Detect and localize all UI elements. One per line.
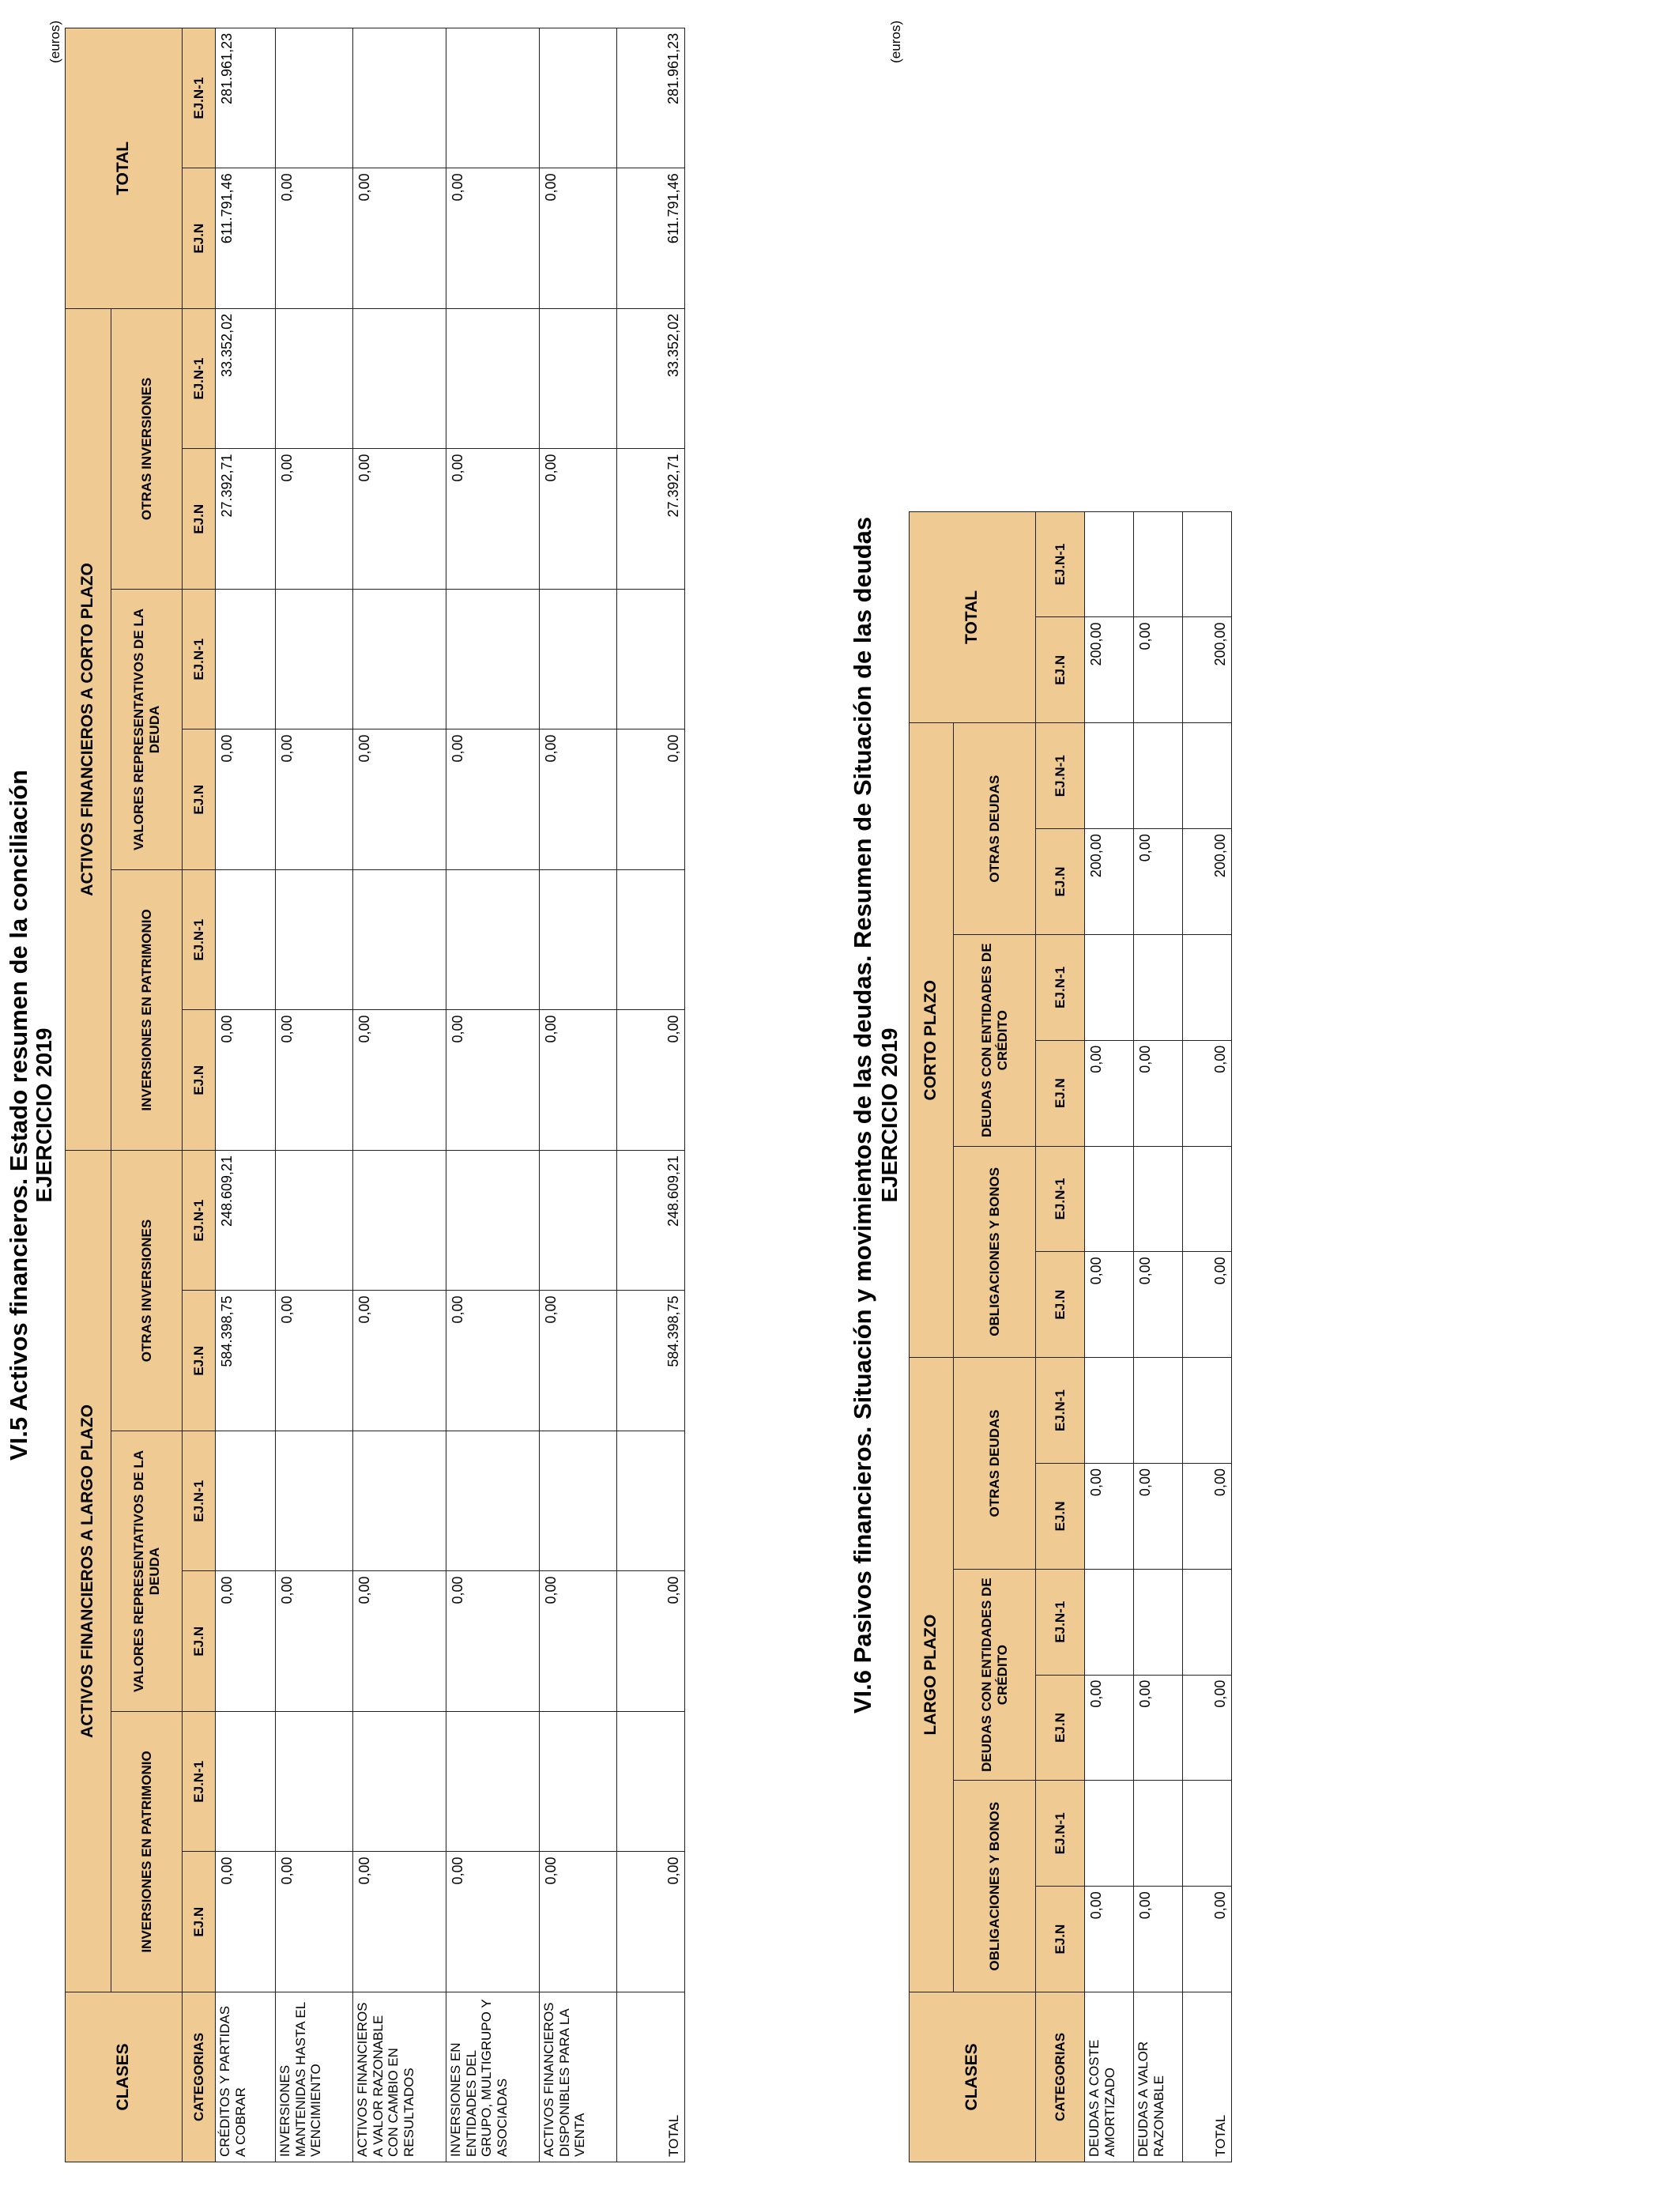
value-cell [1134,1781,1183,1887]
liabilities-table-body [1085,511,1232,2162]
table-row [353,28,446,2162]
value-cell [1183,1358,1232,1464]
ej-n-header: EJ.N [183,449,216,590]
value-cell: 0,00 [353,449,446,590]
ej-n1-header: EJ.N-1 [1036,1569,1085,1675]
value-cell [446,308,540,449]
value-cell: 0,00 [540,729,617,870]
table-row [1183,511,1232,2162]
value-cell [1085,934,1134,1040]
value-cell: 0,00 [353,1291,446,1431]
value-cell [446,1431,540,1572]
ej-n-header: EJ.N [1036,1675,1085,1781]
value-cell: 0,00 [1134,1252,1183,1358]
assets-table [65,28,685,2162]
ej-n-header: EJ.N [183,729,216,870]
value-cell: 0,00 [1085,1040,1134,1146]
liabilities-subtitle: EJERCICIO 2019 [877,1027,902,1203]
group-header: OBLIGACIONES Y BONOS [954,1781,1036,1992]
row-label: ACTIVOS FINANCIEROS DISPONIBLES PARA LA VENTA [540,1992,617,2162]
group-header: DEUDAS CON ENTIDADES DE CRÉDITO [954,1569,1036,1781]
value-cell: 0,00 [540,168,617,309]
group-header: DEUDAS CON ENTIDADES DE CRÉDITO [954,934,1036,1146]
value-cell [617,1712,685,1853]
ej-n-header: EJ.N [1036,1887,1085,1992]
ej-n1-header: EJ.N-1 [1036,934,1085,1040]
group-header: OBLIGACIONES Y BONOS [954,1146,1036,1358]
value-cell: 0,00 [1183,1464,1232,1570]
value-cell [446,589,540,729]
value-cell [540,308,617,449]
ej-n-header: EJ.N [183,168,216,309]
row-label: INVERSIONES EN ENTIDADES DEL GRUPO, MULTIGRUPO Y ASOCIADAS [446,1992,540,2162]
liabilities-title: VI.6 Pasivos financieros. Situación y movimientos de las deudas. Resumen de Situación de las deudas [849,516,876,1714]
value-cell [353,1150,446,1291]
value-cell: 0,00 [276,1571,353,1712]
categorias-header: CATEGORIAS [1036,1992,1085,2162]
ej-n-header: EJ.N [183,1852,216,1992]
clases-header: CLASES [66,1992,183,2162]
value-cell: 0,00 [1183,1040,1232,1146]
ej-n1-header: EJ.N-1 [183,589,216,729]
group-header: VALORES REPRESENTATIVOS DE LA DEUDA [111,1431,183,1712]
value-cell: 281.961,23 [216,28,276,168]
value-cell [617,1431,685,1572]
value-cell [540,1150,617,1291]
value-cell [276,1150,353,1291]
value-cell: 0,00 [540,1291,617,1431]
value-cell [216,589,276,729]
value-cell [353,1712,446,1853]
ej-n1-header: EJ.N-1 [183,1712,216,1853]
clases-header: CLASES [910,1992,1036,2162]
group-header: VALORES REPRESENTATIVOS DE LA DEUDA [111,589,183,869]
value-cell [1085,1146,1134,1252]
value-cell: 0,00 [353,729,446,870]
assets-table-body [216,28,685,2162]
value-cell: 0,00 [1085,1252,1134,1358]
value-cell [540,28,617,168]
categorias-header: CATEGORIAS [183,1992,216,2162]
ej-n1-header: EJ.N-1 [183,1150,216,1291]
ej-n1-header: EJ.N-1 [1036,1781,1085,1887]
value-cell [446,1150,540,1291]
value-cell [276,589,353,729]
value-cell: 0,00 [1183,1252,1232,1358]
value-cell: 0,00 [617,1010,685,1151]
value-cell [540,869,617,1010]
value-cell [1134,934,1183,1040]
value-cell: 0,00 [276,729,353,870]
value-cell: 0,00 [446,449,540,590]
corto-plazo-header: CORTO PLAZO [910,723,954,1358]
value-cell [1183,511,1232,617]
value-cell: 0,00 [216,1010,276,1151]
value-cell [276,28,353,168]
row-label: TOTAL [1183,1992,1232,2162]
value-cell [353,308,446,449]
value-cell: 27.392,71 [617,449,685,590]
assets-title: VI.5 Activos financieros. Estado resumen de la conciliación [5,769,32,1461]
value-cell [216,869,276,1010]
row-label: INVERSIONES MANTENIDAS HASTA EL VENCIMIENTO [276,1992,353,2162]
ej-n1-header: EJ.N-1 [183,28,216,168]
value-cell: 248.609,21 [216,1150,276,1291]
group-header: OTRAS INVERSIONES [111,308,183,589]
assets-units: (euros) [47,21,62,63]
value-cell [276,1712,353,1853]
value-cell: 0,00 [276,1010,353,1151]
value-cell [446,1712,540,1853]
value-cell: 584.398,75 [617,1291,685,1431]
value-cell: 248.609,21 [617,1150,685,1291]
table-row [1134,511,1183,2162]
largo-plazo-header: ACTIVOS FINANCIEROS A LARGO PLAZO [66,1150,111,1992]
value-cell: 0,00 [276,1291,353,1431]
value-cell: 0,00 [1085,1675,1134,1781]
value-cell [446,28,540,168]
value-cell: 0,00 [353,1571,446,1712]
value-cell [1183,934,1232,1040]
table-row [1085,511,1134,2162]
value-cell: 0,00 [353,1010,446,1151]
value-cell: 33.352,02 [216,308,276,449]
value-cell [1183,1146,1232,1252]
ej-n1-header: EJ.N-1 [1036,723,1085,829]
total-header: TOTAL [910,511,1036,723]
group-header: OTRAS INVERSIONES [111,1150,183,1431]
group-header: OTRAS DEUDAS [954,723,1036,935]
row-label: ACTIVOS FINANCIEROS A VALOR RAZONABLE CON CAMBIO EN RESULTADOS [353,1992,446,2162]
value-cell: 0,00 [446,1571,540,1712]
value-cell [1134,723,1183,829]
value-cell [1134,1358,1183,1464]
value-cell [1085,511,1134,617]
value-cell: 0,00 [353,168,446,309]
value-cell: 0,00 [1134,829,1183,935]
ej-n-header: EJ.N [1036,1464,1085,1570]
liabilities-units: (euros) [888,21,903,63]
row-label: DEUDAS A COSTE AMORTIZADO [1085,1992,1134,2162]
value-cell: 611.791,46 [617,168,685,309]
ej-n-header: EJ.N [1036,1040,1085,1146]
assets-subtitle: EJERCICIO 2019 [32,1027,56,1203]
value-cell: 200,00 [1183,829,1232,935]
ej-n-header: EJ.N [1036,829,1085,935]
ej-n1-header: EJ.N-1 [183,308,216,449]
value-cell: 584.398,75 [216,1291,276,1431]
value-cell: 0,00 [276,449,353,590]
value-cell [353,589,446,729]
value-cell [216,1431,276,1572]
table-row [617,28,685,2162]
value-cell [1134,1569,1183,1675]
row-label: CRÉDITOS Y PARTIDAS A COBRAR [216,1992,276,2162]
value-cell [540,589,617,729]
value-cell: 0,00 [276,168,353,309]
value-cell [540,1431,617,1572]
group-header: INVERSIONES EN PATRIMONIO [111,869,183,1150]
row-label: TOTAL [617,1992,685,2162]
value-cell [353,869,446,1010]
ej-n-header: EJ.N [183,1010,216,1151]
value-cell: 0,00 [446,1291,540,1431]
value-cell [353,1431,446,1572]
value-cell: 0,00 [1134,1464,1183,1570]
row-label: DEUDAS A VALOR RAZONABLE [1134,1992,1183,2162]
value-cell: 0,00 [1134,1675,1183,1781]
value-cell [1085,1569,1134,1675]
total-header: TOTAL [66,28,183,308]
value-cell [617,589,685,729]
value-cell: 0,00 [446,729,540,870]
value-cell: 0,00 [1134,1887,1183,1992]
value-cell [216,1712,276,1853]
value-cell [617,869,685,1010]
value-cell: 0,00 [540,1852,617,1992]
table-row [216,28,276,2162]
value-cell [1134,1146,1183,1252]
table-row [276,28,353,2162]
value-cell [353,28,446,168]
value-cell: 200,00 [1183,617,1232,723]
value-cell [1183,723,1232,829]
ej-n1-header: EJ.N-1 [183,1431,216,1572]
ej-n1-header: EJ.N-1 [1036,1146,1085,1252]
corto-plazo-header: ACTIVOS FINANCIEROS A CORTO PLAZO [66,308,111,1150]
value-cell: 0,00 [1183,1887,1232,1992]
value-cell: 0,00 [216,729,276,870]
value-cell: 33.352,02 [617,308,685,449]
value-cell: 611.791,46 [216,168,276,309]
value-cell [276,869,353,1010]
value-cell: 27.392,71 [216,449,276,590]
ej-n-header: EJ.N [1036,617,1085,723]
largo-plazo-header: LARGO PLAZO [910,1358,954,1992]
value-cell [1085,1781,1134,1887]
value-cell: 0,00 [617,729,685,870]
value-cell: 0,00 [1085,1887,1134,1992]
value-cell: 0,00 [540,1571,617,1712]
ej-n-header: EJ.N [183,1291,216,1431]
value-cell: 0,00 [1183,1675,1232,1781]
ej-n-header: EJ.N [1036,1252,1085,1358]
value-cell [1085,723,1134,829]
group-header: OTRAS DEUDAS [954,1358,1036,1570]
value-cell [1085,1358,1134,1464]
group-header: INVERSIONES EN PATRIMONIO [111,1712,183,1992]
value-cell [1134,511,1183,617]
value-cell: 0,00 [617,1852,685,1992]
ej-n1-header: EJ.N-1 [1036,511,1085,617]
value-cell: 0,00 [446,168,540,309]
value-cell [1183,1569,1232,1675]
value-cell [276,1431,353,1572]
value-cell: 0,00 [1134,617,1183,723]
table-row [540,28,617,2162]
ej-n-header: EJ.N [183,1571,216,1712]
value-cell: 0,00 [1134,1040,1183,1146]
value-cell [276,308,353,449]
ej-n1-header: EJ.N-1 [183,869,216,1010]
liabilities-table [909,511,1232,2162]
value-cell: 0,00 [446,1852,540,1992]
value-cell: 0,00 [276,1852,353,1992]
table-row [446,28,540,2162]
value-cell: 200,00 [1085,617,1134,723]
value-cell [1183,1781,1232,1887]
value-cell: 0,00 [540,1010,617,1151]
ej-n1-header: EJ.N-1 [1036,1358,1085,1464]
value-cell: 200,00 [1085,829,1134,935]
value-cell: 0,00 [353,1852,446,1992]
value-cell [540,1712,617,1853]
value-cell: 0,00 [540,449,617,590]
value-cell: 0,00 [216,1571,276,1712]
value-cell: 0,00 [216,1852,276,1992]
value-cell: 281.961,23 [617,28,685,168]
value-cell: 0,00 [1085,1464,1134,1570]
value-cell [446,869,540,1010]
value-cell: 0,00 [617,1571,685,1712]
value-cell: 0,00 [446,1010,540,1151]
